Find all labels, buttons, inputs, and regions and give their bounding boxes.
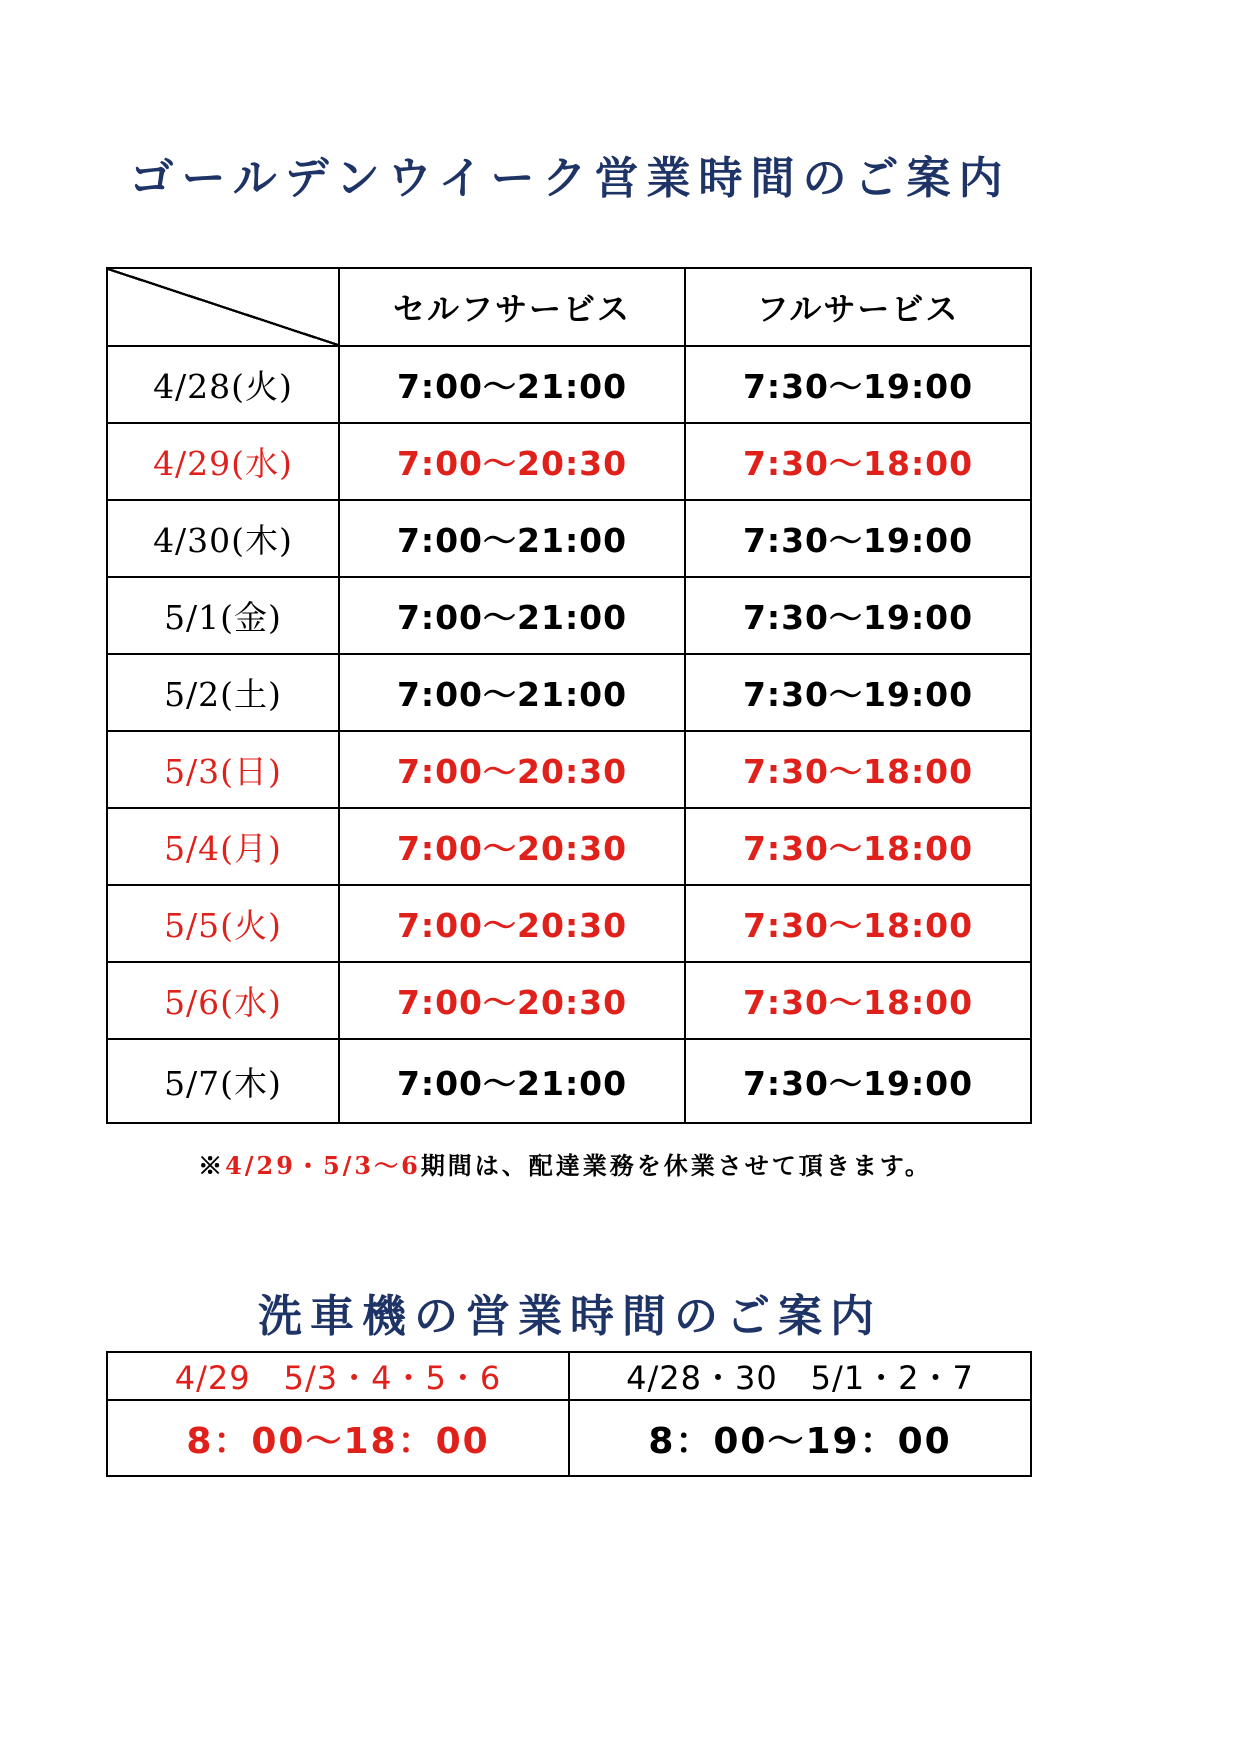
date-cell: 5/6(水) xyxy=(107,962,339,1039)
car-wash-days-row xyxy=(107,1352,1031,1400)
table-row xyxy=(107,1039,1031,1123)
full-service-hours: 7:30〜18:00 xyxy=(685,423,1031,500)
self-service-hours: 7:00〜21:00 xyxy=(339,577,685,654)
date-cell: 4/29(水) xyxy=(107,423,339,500)
self-service-hours: 7:00〜20:30 xyxy=(339,962,685,1039)
table-row xyxy=(107,423,1031,500)
self-service-hours: 7:00〜20:30 xyxy=(339,808,685,885)
table-row xyxy=(107,500,1031,577)
table-row xyxy=(107,885,1031,962)
date-cell: 5/1(金) xyxy=(107,577,339,654)
note-prefix: ※ xyxy=(198,1151,226,1180)
self-service-hours: 7:00〜20:30 xyxy=(339,885,685,962)
date-cell: 5/3(日) xyxy=(107,731,339,808)
date-cell: 4/30(木) xyxy=(107,500,339,577)
car-wash-holiday-days: 4/29 5/3・4・5・6 xyxy=(107,1352,569,1400)
note-dates: 4/29・5/3〜6 xyxy=(225,1151,421,1180)
car-wash-regular-days: 4/28・30 5/1・2・7 xyxy=(569,1352,1031,1400)
full-service-hours: 7:30〜19:00 xyxy=(685,577,1031,654)
full-service-hours: 7:30〜18:00 xyxy=(685,808,1031,885)
header-self-service: セルフサービス xyxy=(339,268,685,346)
table-header-row xyxy=(107,268,1031,346)
car-wash-table xyxy=(106,1351,1032,1477)
table-row xyxy=(107,654,1031,731)
car-wash-title: 洗車機の営業時間のご案内 xyxy=(258,1291,882,1342)
date-cell: 5/4(月) xyxy=(107,808,339,885)
date-cell: 5/7(木) xyxy=(107,1039,339,1123)
date-cell: 4/28(火) xyxy=(107,346,339,423)
full-service-hours: 7:30〜18:00 xyxy=(685,962,1031,1039)
table-row xyxy=(107,346,1031,423)
delivery-note xyxy=(0,1146,1130,1181)
self-service-hours: 7:00〜21:00 xyxy=(339,500,685,577)
date-cell: 5/2(土) xyxy=(107,654,339,731)
full-service-hours: 7:30〜19:00 xyxy=(685,654,1031,731)
page-title: ゴールデンウイーク営業時間のご案内 xyxy=(129,153,1011,204)
full-service-hours: 7:30〜18:00 xyxy=(685,731,1031,808)
table-row xyxy=(107,808,1031,885)
car-wash-regular-hours: 8：00〜19：00 xyxy=(569,1400,1031,1476)
header-full-service: フルサービス xyxy=(685,268,1031,346)
business-hours-table xyxy=(106,267,1032,1124)
table-row xyxy=(107,962,1031,1039)
self-service-hours: 7:00〜21:00 xyxy=(339,346,685,423)
note-text: 期間は、配達業務を休業させて頂きます。 xyxy=(420,1151,932,1180)
self-service-hours: 7:00〜21:00 xyxy=(339,654,685,731)
date-cell: 5/5(火) xyxy=(107,885,339,962)
car-wash-hours-row xyxy=(107,1400,1031,1476)
full-service-hours: 7:30〜18:00 xyxy=(685,885,1031,962)
self-service-hours: 7:00〜21:00 xyxy=(339,1039,685,1123)
table-row xyxy=(107,577,1031,654)
full-service-hours: 7:30〜19:00 xyxy=(685,500,1031,577)
full-service-hours: 7:30〜19:00 xyxy=(685,346,1031,423)
table-body xyxy=(107,346,1031,1123)
table-row xyxy=(107,731,1031,808)
corner-cell xyxy=(107,268,339,346)
self-service-hours: 7:00〜20:30 xyxy=(339,423,685,500)
self-service-hours: 7:00〜20:30 xyxy=(339,731,685,808)
full-service-hours: 7:30〜19:00 xyxy=(685,1039,1031,1123)
car-wash-holiday-hours: 8：00〜18：00 xyxy=(107,1400,569,1476)
